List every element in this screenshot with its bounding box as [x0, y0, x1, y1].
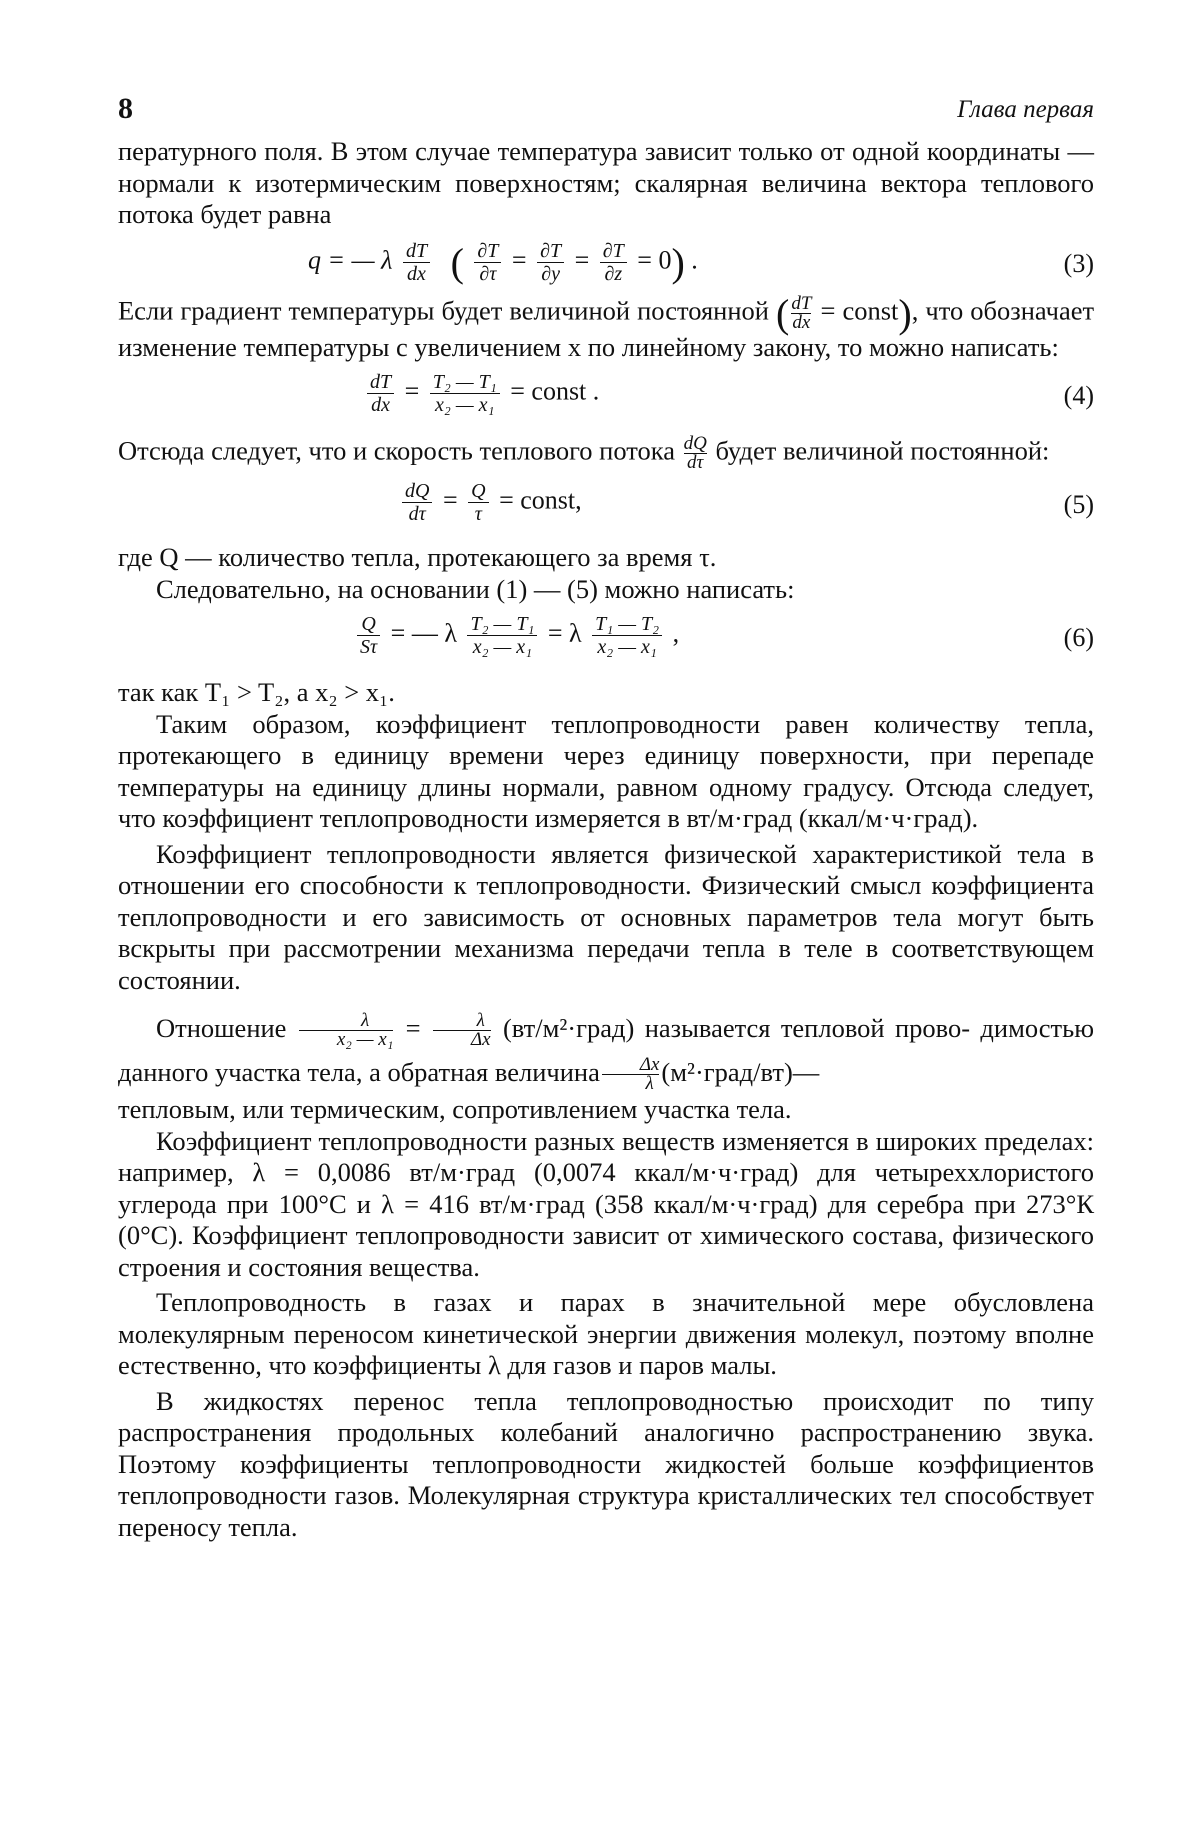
equation-6: $\frac{Q}{S\tau}$ = — λ $\frac{\text{T₂ — T₁}}{\text{x₂ — x₁}}$ = λ $\frac{\text{T₁ — T₂}}{\text{x₂ — x₁}}$ , (6) — [118, 605, 1094, 669]
paragraph-2: Если градиент температуры будет величиной постоянной ( $\frac{dT}{dx}$ = const), что обозначает изменение температуры с увеличением x по линейному закону, то можно написать: — [118, 290, 1095, 362]
paragraph-4: где Q — количество тепла, протекающего за время τ. — [118, 542, 717, 572]
paragraph-9-end: тепловым, или термическим, сопротивлением участка тела. — [118, 1094, 792, 1124]
page — [118, 92, 1094, 1543]
equation-number-5: (5) — [1063, 490, 1094, 519]
equation-number-4: (4) — [1063, 381, 1094, 410]
page-number: 8 — [118, 92, 133, 125]
paragraph-5: Следовательно, на основании (1) — (5) можно написать: — [156, 573, 795, 604]
running-title: Глава первая — [957, 96, 1094, 123]
paragraph-10: Коэффициент теплопроводности разных веществ изменяется в широких пределах: например, λ = 0,0086 вт/м·град (0,0074 ккал/м·ч·град) для четыреххлористого углерода при 100°С и λ = 416 вт/м·град (358 ккал/м·ч·град) для серебра при 273°К (0°С). Коэффициент теплопроводности зависит от химического состава, физического строения и состояния вещества. — [118, 1125, 1094, 1282]
equation-3: q = — λ $\frac{dT}{dx}$ ( $\frac{\partial T}{\partial\tau}$ = $\frac{\partial T}{\partial y}$ = $\frac{\partial T}{\partial z}$ = 0) . (3) — [308, 239, 1094, 285]
equation-4: $\frac{dT}{dx}$ = $\frac{\text{T₂ — T₁}}{\text{x₂ — x₁}}$ = const . (4) — [118, 363, 1094, 427]
paragraph-7: Таким образом, коэффициент теплопроводности равен количеству тепла, протекающего в единицу времени через единицу поверхности, при перепаде температуры на единицу длины нормали, равном одному градусу. Отсюда следует, что коэффициент теплопроводности измеряется в вт/м·град (ккал/м·ч·град). — [118, 708, 1094, 833]
paragraph-6: так как T₁ > T₂, а x₂ > x₁. — [118, 677, 395, 707]
eq3-lhs: q = — λ — [308, 244, 393, 274]
paragraph-1: пературного поля. В этом случае температура зависит только от одной координаты — нормали к изотермическим поверхностям; скалярная величина вектора теплового потока будет равна — [118, 136, 1094, 229]
page-header — [118, 92, 1094, 136]
paragraph-8: Коэффициент теплопроводности является физической характеристикой тела в отношении его способности к теплопроводности. Физический смысл коэффициента теплопроводности и его зависимость от основных параметров тела могут быть вскрыты при рассмотрении механизма передачи тепла в теле в соответствующем состоянии. — [118, 838, 1094, 995]
equation-5: $\frac{dQ}{d\tau}$ = $\frac{Q}{\tau}$ = const, (5) — [118, 472, 1094, 536]
paragraph-12: В жидкостях перенос тепла теплопроводностью происходит по типу распространения продольных колебаний аналогично распространению звука. Поэтому коэффициенты теплопроводности жидкостей больше коэффициентов теплопроводности газов. Молекулярная структура кристаллических тел способствует переносу тепла. — [118, 1385, 1094, 1542]
equation-number-6: (6) — [1063, 623, 1094, 652]
equation-number-3: (3) — [1063, 248, 1094, 278]
paragraph-9: Отношение $\frac{\lambda}{\text{x₂ — x₁}}$ = $\frac{\lambda}{\Delta x}$ (вт/м²·град) называется тепловой прово- димостью данного участка тела, а обратная величина $\frac{\Delta x}{\lambda}$ (м²·град/вт)— — [118, 1010, 1094, 1095]
paragraph-11: Теплопроводность в газах и парах в значительной мере обусловлена молекулярным переносом кинетической энергии движения молекул, поэтому вполне естественно, что коэффициенты λ для газов и паров малы. — [118, 1287, 1094, 1380]
paragraph-3: Отсюда следует, что и скорость теплового потока $\frac{dQ}{d\tau}$ будет величиной постоянной: — [118, 433, 1050, 473]
